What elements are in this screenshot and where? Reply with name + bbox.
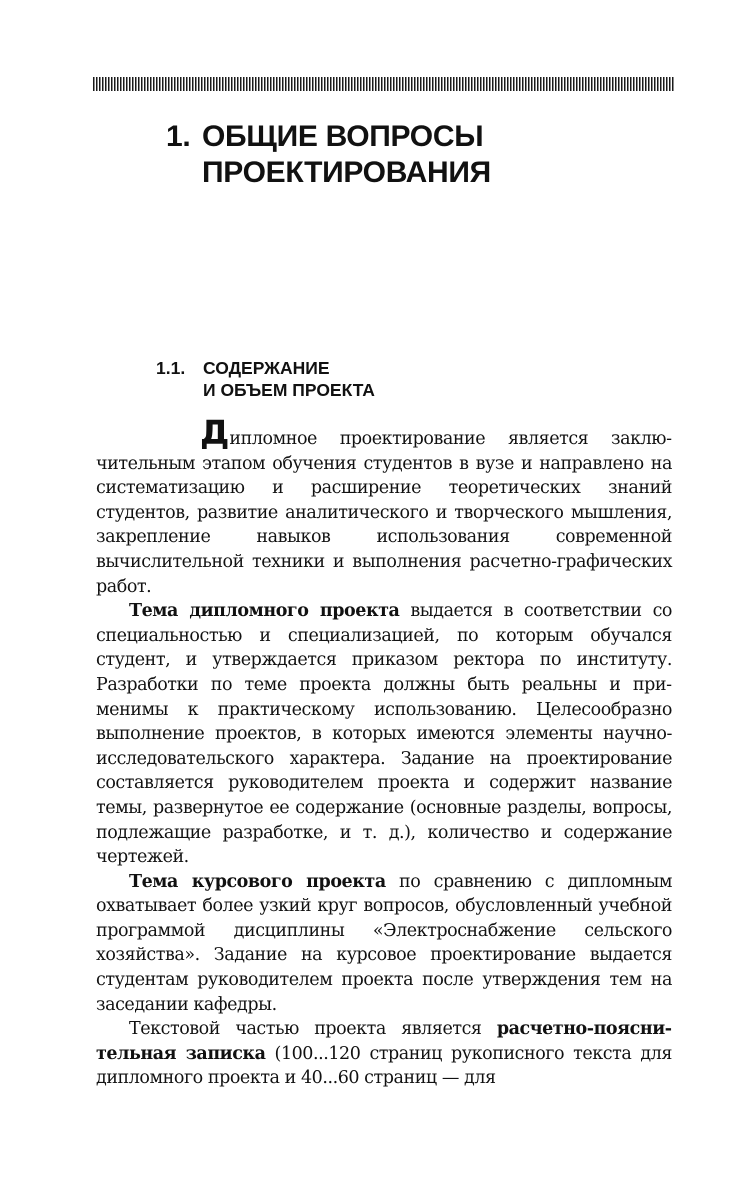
paragraph-2-text: выдается в соответствии со специальностью и специализацией, по которым обучался студент, и утверждается приказом ректора по институту. Разработки по теме проекта должны быть реальны и применимы к практическому использованию. Целесообразно выполнение проектов, в которых имеются элементы научно-исследовательского характера. Задание на проектирование составляется руководителем проекта и содержит название темы, развернутое ее содержание (основные разделы, вопросы, подлежащие разработке, и т. д.), количество и содержание чертежей. (96, 601, 673, 868)
paragraph-1-text: ипломное проектирование является заключительным этапом обучения студентов в вузе и направлено на систематизацию и расширение теоретических знаний студентов, развитие аналитического и творческого мышления, закрепление навыков использования современной вычислительной техники и выполнения расчетно-графических работ. (96, 429, 672, 597)
drop-cap: Д (200, 413, 230, 452)
chapter-number: 1. (166, 120, 191, 153)
section-number: 1.1. (156, 358, 186, 378)
paragraph-4-text-after: (100...120 страниц рукописного текста для дипломного проекта и 40...60 страниц — для (96, 1043, 673, 1089)
paragraph-4 (96, 1017, 672, 1091)
section-title (156, 357, 375, 401)
body-text (96, 413, 673, 1091)
chapter-title-line1: ОБЩИЕ ВОПРОСЫ (202, 120, 484, 153)
paragraph-3 (96, 870, 672, 1018)
paragraph-2 (96, 599, 672, 870)
term-explanatory-note: расчетно-пояснительная записка (96, 1019, 672, 1064)
paragraph-4-text-before: Текстовой частью проекта является (129, 1019, 497, 1040)
term-course-project: Тема курсового проекта (129, 871, 386, 892)
paragraph-3-text: по сравнению с дипломным охватывает более узкий круг вопросов, обусловленный учебной программой дисциплины «Электроснабжение сельского хозяйства». Задание на курсовое проектирование выдается студентам руководителем проекта после утверждения тем на заседании кафедры. (96, 871, 672, 1015)
header-rule (93, 77, 674, 91)
section-title-line2: И ОБЪЕМ ПРОЕКТА (203, 380, 375, 400)
chapter-title (166, 119, 491, 191)
chapter-title-line2: ПРОЕКТИРОВАНИЯ (202, 156, 491, 189)
term-diploma-project: Тема дипломного проекта (129, 601, 400, 622)
section-title-line1: СОДЕРЖАНИЕ (203, 358, 330, 378)
paragraph-1 (96, 413, 672, 599)
